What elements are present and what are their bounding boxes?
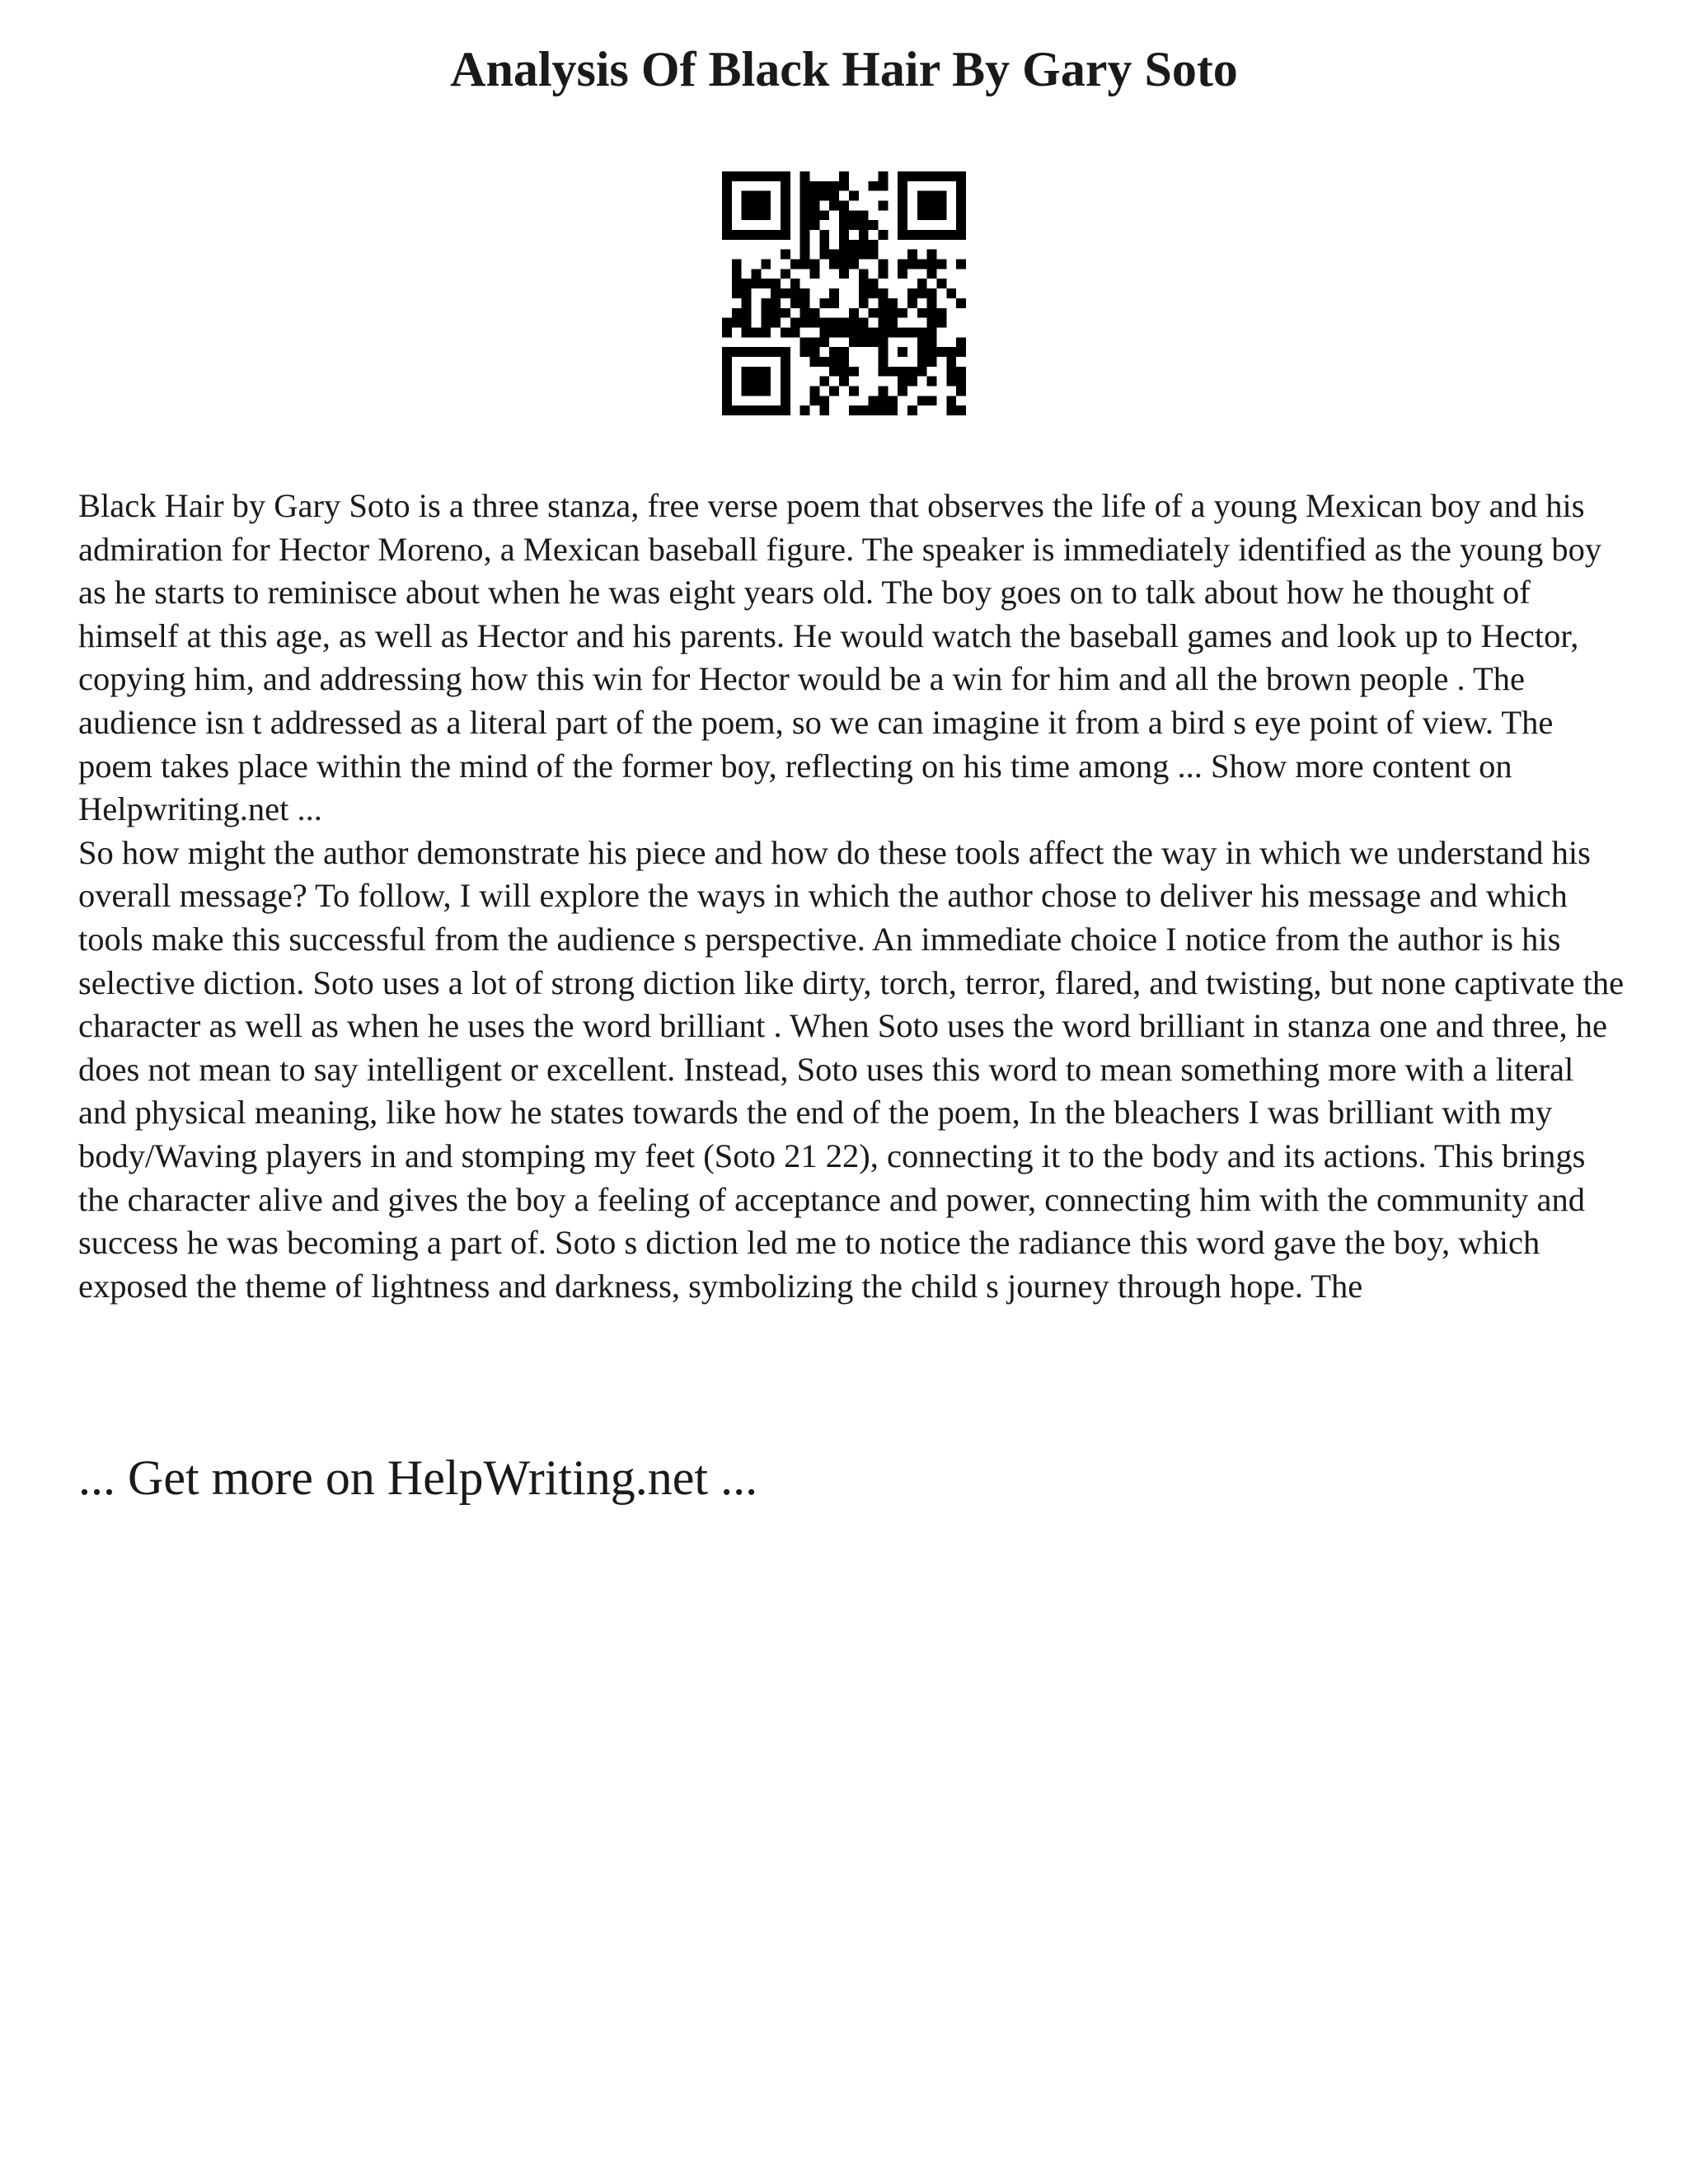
paragraph-2: So how might the author demonstrate his piece and how do these tools affect the way in which we understand his overall message? To follow, I will explore the ways in which the author chose to deliver his message and which tools make this successful from the audience s perspective. An immediate choice I notice from the author is his selective diction. Soto uses a lot of strong diction like dirty, torch, terror, flared, and twisting, but none captivate the character as well as when he uses the word brilliant . When Soto uses the word brilliant in stanza one and three, he does not mean to say intelligent or excellent. Instead, Soto uses this word to mean something more with a literal and physical meaning, like how he states towards the end of the poem, In the bleachers I was brilliant with my body/Waving players in and stomping my feet (Soto 21 22), connecting it to the body and its actions. This brings the character alive and gives the boy a feeling of acceptance and power, connecting him with the community and success he was becoming a part of. Soto s diction led me to notice the radiance this word gave the boy, which exposed the theme of lightness and darkness, symbolizing the child s journey through hope. The bbox=[78, 833, 1625, 1305]
article-body bbox=[78, 485, 1628, 1308]
paragraph-1: Black Hair by Gary Soto is a three stanza, free verse poem that observes the life of a young Mexican boy and his admiration for Hector Moreno, a Mexican baseball figure. The speaker is immediately identified as the young boy as he starts to reminisce about when he was eight years old. The boy goes on to talk about how he thought of himself at this age, as well as Hector and his parents. He would watch the baseball games and look up to Hector, copying him, and addressing how this win for Hector would be a win for him and all the brown people . The audience isn t addressed as a literal part of the poem, so we can imagine it from a bird s eye point of view. The poem takes place within the mind of the former boy, reflecting on his time among ... Show more content on Helpwriting.net ... bbox=[78, 487, 1602, 828]
page-title: Analysis Of Black Hair By Gary Soto bbox=[450, 42, 1238, 96]
qr-code-icon bbox=[722, 171, 966, 415]
get-more-link[interactable]: ... Get more on HelpWriting.net ... bbox=[78, 1451, 758, 1505]
